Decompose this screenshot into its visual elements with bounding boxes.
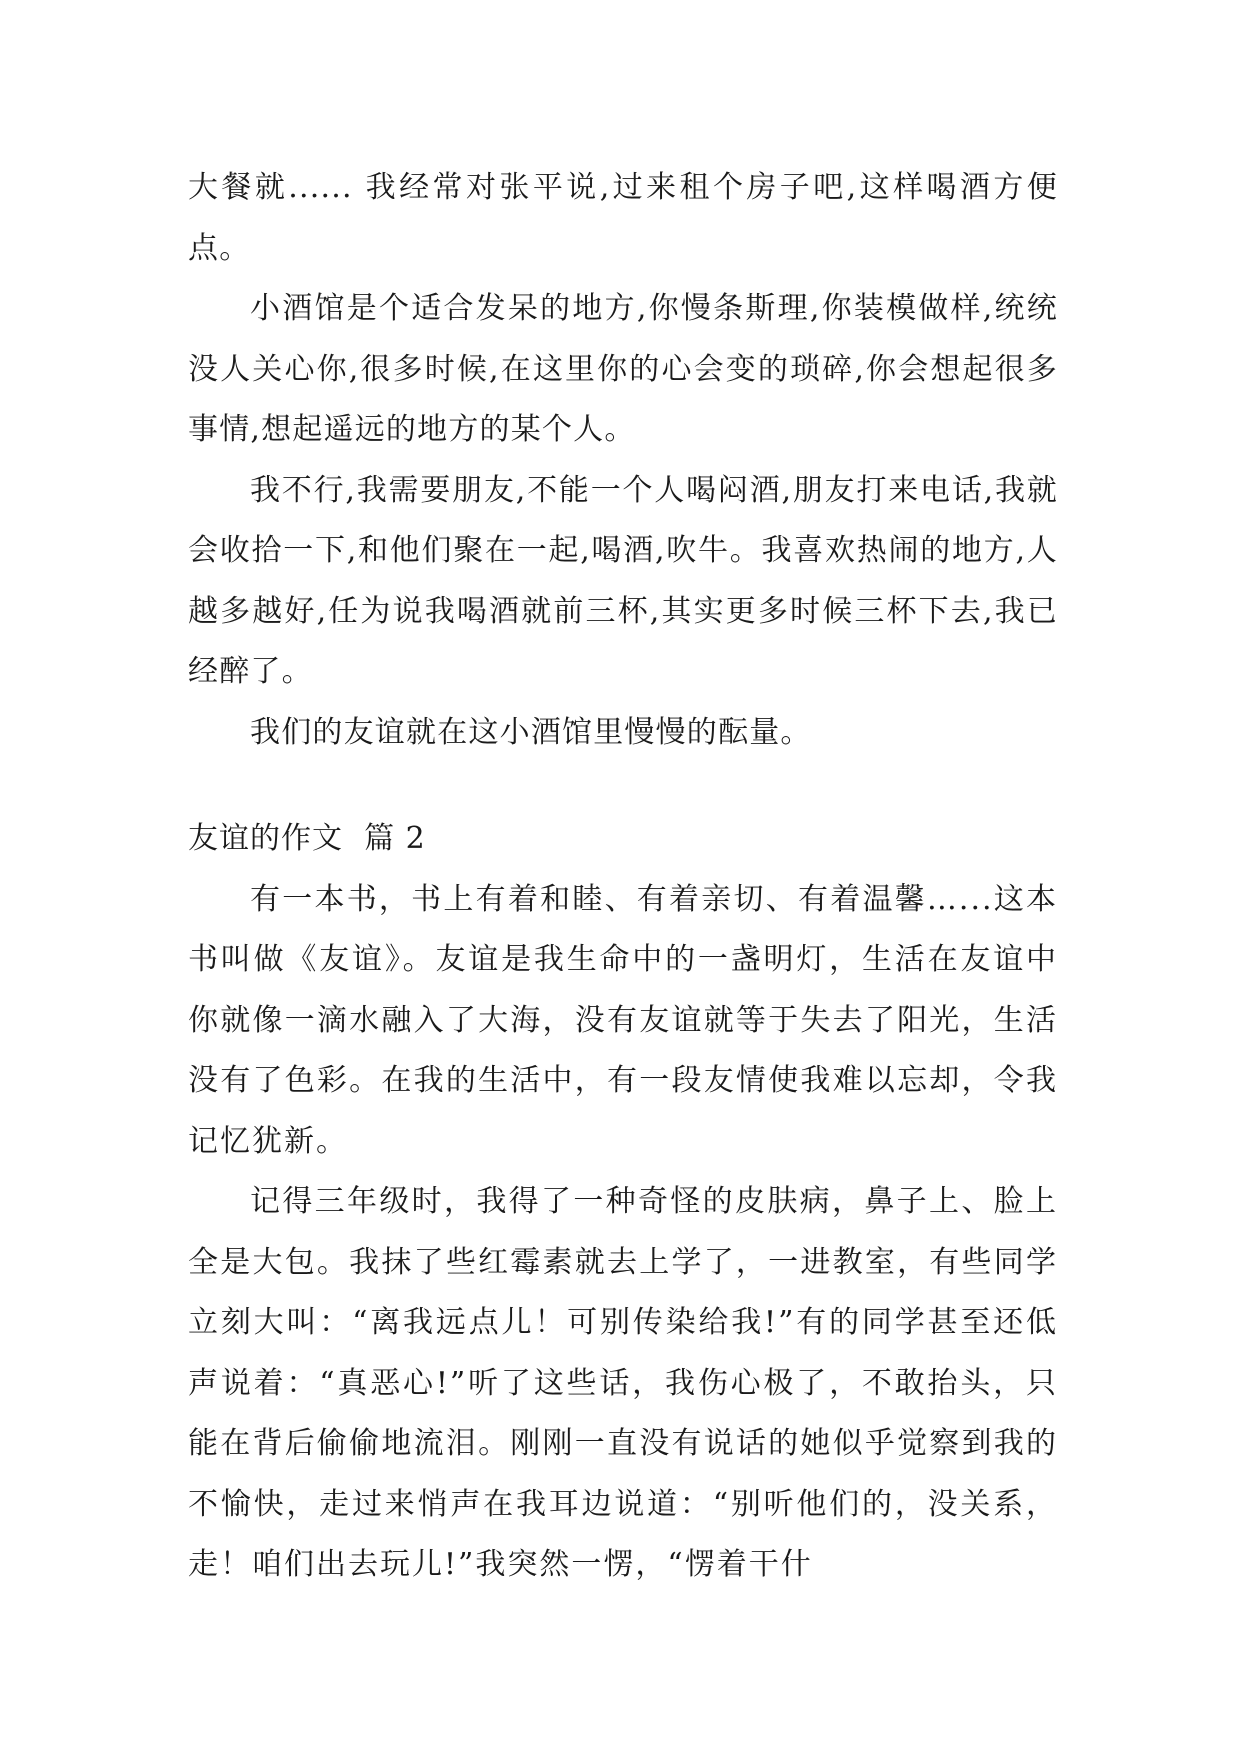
paragraph: 我不行,我需要朋友,不能一个人喝闷酒,朋友打来电话,我就会收拾一下,和他们聚在一起,喝酒,吹牛。我喜欢热闹的地方,人越多越好,任为说我喝酒就前三杯,其实更多时候三杯下去,我已经醉了。 [188, 472, 1058, 689]
essay-section-1 [188, 158, 1058, 763]
essay-section-2 [188, 809, 1058, 1596]
paragraph: 有一本书，书上有着和睦、有着亲切、有着温馨…...这本书叫做《友谊》。友谊是我生命中的一盏明灯，生活在友谊中你就像一滴水融入了大海，没有友谊就等于失去了阳光，生活没有了色彩。在我的生活中，有一段友情使我难以忘却，令我记忆犹新。 [188, 881, 1058, 1159]
paragraph: 我们的友谊就在这小酒馆里慢慢的酝量。 [250, 714, 812, 750]
document-page [188, 158, 1058, 1718]
section-spacer [188, 763, 1058, 809]
paragraph: 大餐就...... 我经常对张平说,过来租个房子吧,这样喝酒方便点。 [188, 170, 1058, 266]
section-heading: 友谊的作文 篇 2 [188, 821, 426, 856]
paragraph: 记得三年级时，我得了一种奇怪的皮肤病，鼻子上、脸上全是大包。我抹了些红霉素就去上学了，一进教室，有些同学立刻大叫：“离我远点儿！可别传染给我!”有的同学甚至还低声说着：“真恶心!”听了这些话，我伤心极了，不敢抬头，只能在背后偷偷地流泪。刚刚一直没有说话的她似乎觉察到我的不愉快，走过来悄声在我耳边说道：“别听他们的，没关系，走！咱们出去玩儿!”我突然一愣，“愣着干什 [188, 1184, 1058, 1582]
paragraph: 小酒馆是个适合发呆的地方,你慢条斯理,你装模做样,统统没人关心你,很多时候,在这里你的心会变的琐碎,你会想起很多事情,想起遥远的地方的某个人。 [188, 291, 1058, 447]
